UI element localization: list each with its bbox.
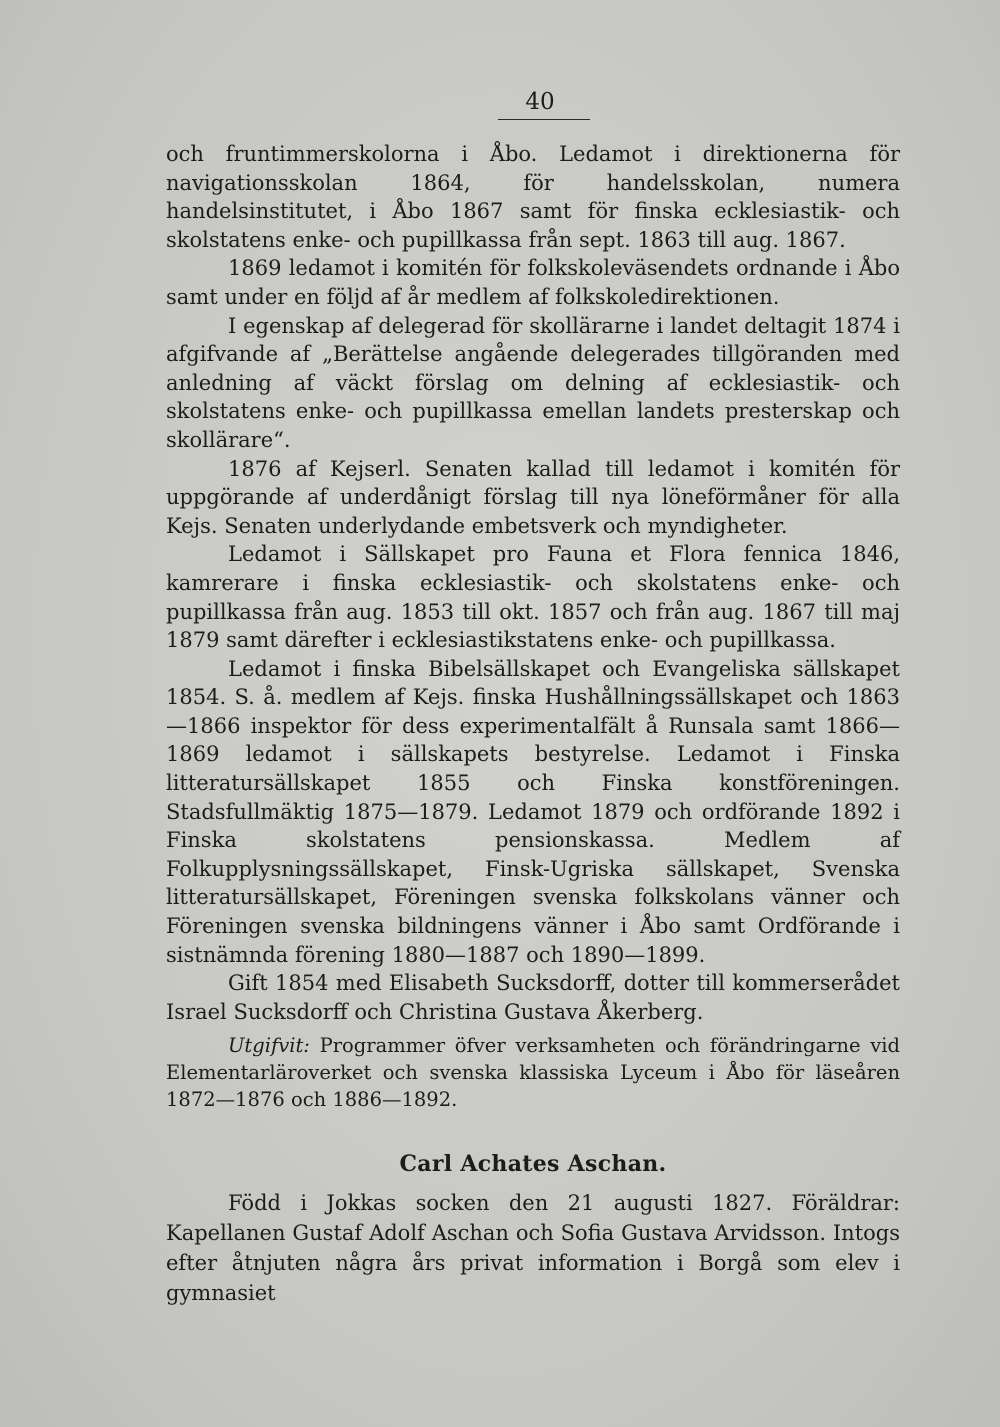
biography-body [166, 140, 900, 1113]
page-number-rule [498, 119, 590, 120]
entry-body [166, 1188, 900, 1308]
paragraph-bibelsallskapet: Ledamot i finska Bibelsällskapet och Evangeliska sällskapet 1854. S. å. medlem af Kejs. finska Hushållningssällskapet och 1863—1866 inspektor för dess experimentalfält å Runsala samt 1866—1869 ledamot i sällskapets bestyrelse. Ledamot i Finska litteratursällskapet 1855 och Finska konstföreningen. Stadsfullmäktig 1875—1879. Ledamot 1879 och ordförande 1892 i Finska skolstatens pensionskassa. Medlem af Folkupplysningssällskapet, Finsk-Ugriska sällskapet, Svenska litteratursällskapet, Föreningen svenska folkskolans vänner och Föreningen svenska bildningens vänner i Åbo samt Ordförande i sistnämnda förening 1880—1887 och 1890—1899. [166, 656, 900, 967]
entry-heading: Carl Achates Aschan. [399, 1151, 667, 1177]
paragraph-komiten-1869: 1869 ledamot i komitén för folkskoleväsendets ordnande i Åbo samt under en följd af år medlem af folkskoledirektionen. [166, 256, 900, 309]
entry-paragraph: Född i Jokkas socken den 21 augusti 1827. Föräldrar: Kapellanen Gustaf Adolf Aschan och Sofia Gustava Arvidsson. Intogs efter åtnjuten några års privat information i Borgå som elev i gymnasiet [166, 1191, 900, 1305]
page-number: 40 [525, 89, 555, 115]
paragraph-fauna-flora: Ledamot i Sällskapet pro Fauna et Flora fennica 1846, kamrerare i finska ecklesiastik- och skolstatens enke- och pupillkassa från aug. 1853 till okt. 1857 och från aug. 1867 till maj 1879 samt därefter i ecklesiastikstatens enke- och pupillkassa. [166, 542, 900, 653]
paragraph-gift: Gift 1854 med Elisabeth Sucksdorff, dotter till kommerserådet Israel Sucksdorff och Christina Gustava Åkerberg. [166, 971, 900, 1024]
continuation-paragraph: och fruntimmerskolorna i Åbo. Ledamot i direktionerna för navigationsskolan 1864, för handelsskolan, numera handelsinstitutet, i Åbo 1867 samt för finska ecklesiastik- och skolstatens enke- och pupillkassa från sept. 1863 till aug. 1867. [166, 142, 900, 252]
paragraph-senaten-1876: 1876 af Kejserl. Senaten kallad till ledamot i komitén för uppgörande af underdånigt förslag till nya löneförmåner för alla Kejs. Senaten underlydande embetsverk och myndigheter. [166, 456, 900, 538]
bibliography-label: Utgifvit: [228, 1034, 310, 1058]
bibliography-paragraph [166, 1032, 900, 1113]
paragraph-delegerad-1874: I egenskap af delegerad för skollärarne i landet deltagit 1874 i afgifvande af „Berättelse angående delegerades tillgöranden med anledning af väckt förslag om delning af ecklesiastik- och skolstatens enke- och pupillkassa emellan landets presterskap och skollärare“. [166, 313, 900, 452]
bibliography-text: Programmer öfver verksamheten och förändringarne vid Elementarläroverket och svenska klassiska Lyceum i Åbo för läseåren 1872—1876 och 1886—1892. [166, 1034, 900, 1112]
